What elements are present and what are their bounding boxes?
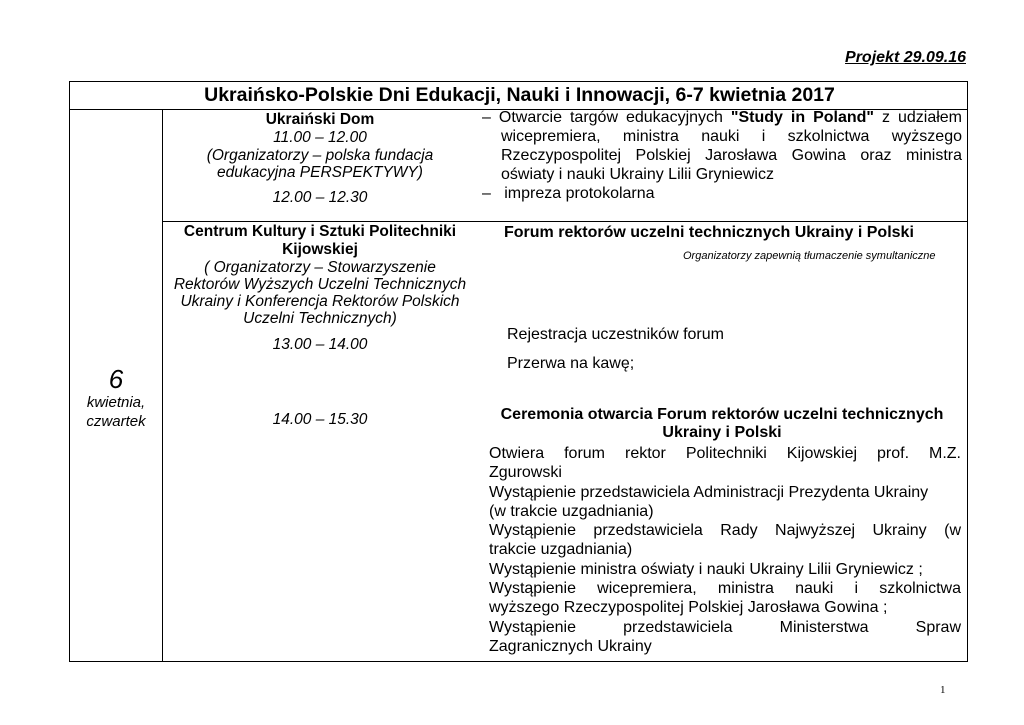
speaker-line: Wystąpienie ministra oświaty i nauki Ukrainy Lilii Gryniewicz ; (489, 560, 923, 578)
block2-organizers-line3: Ukrainy i Konferencja Rektorów Polskich (180, 293, 460, 310)
speaker-line: wyższego Rzeczypospolitej Polskiej Jarosława Gowina ; (489, 599, 888, 617)
speaker-line: (w trakcie uzgadniania) (489, 502, 654, 520)
block1-organizers-line1: (Organizatorzy – polska fundacja (206, 147, 434, 164)
block1-time1: 11.00 – 12.00 (273, 129, 367, 146)
speaker-line: Wystąpienie przedstawiciela Ministerstwa Spraw (489, 618, 961, 636)
block1-organizers-line2: edukacyjna PERSPEKTYWY) (217, 164, 423, 181)
speaker-line: trakcie uzgadniania) (489, 541, 633, 559)
block2-time2: 14.00 – 15.30 (272, 411, 368, 428)
page-number: 1 (940, 684, 946, 696)
speaker-line: Wystąpienie przedstawiciela Administracji Prezydenta Ukrainy (489, 483, 929, 501)
block2-venue-line2: Kijowskiej (282, 241, 358, 258)
speaker-line: Zagranicznych Ukrainy (489, 637, 652, 655)
block2-organizers-line1: ( Organizatorzy – Stowarzyszenie (204, 259, 436, 276)
block-divider (163, 221, 967, 222)
day-weekday: czwartek (86, 413, 146, 430)
block1-item2: – impreza protokolarna (482, 185, 655, 202)
speakers-list (489, 444, 961, 656)
block1-item1-line1: – Otwarcie targów edukacyjnych "Study in Poland" z udziałem (482, 109, 962, 126)
forum-title: Forum rektorów uczelni technicznych Ukrainy i Polski (504, 224, 914, 241)
block2-time1: 13.00 – 14.00 (272, 336, 368, 353)
block1-item1-line4: oświaty i nauki Ukrainy Lilii Gryniewicz (501, 166, 774, 183)
coffee-break: Przerwa na kawę; (507, 355, 635, 372)
day-cell (70, 365, 162, 431)
project-label: Projekt 29.09.16 (845, 49, 966, 66)
block1-venue-cell (163, 111, 477, 206)
event-title: Ukraińsko-Polskie Dni Edukacji, Nauki i Innowacji, 6-7 kwietnia 2017 (204, 84, 835, 106)
day-number: 6 (108, 364, 124, 394)
block1-time2: 12.00 – 12.30 (272, 189, 368, 206)
schedule-table (69, 81, 968, 662)
block2-organizers-line2: Rektorów Wyższych Uczelni Technicznych (173, 276, 467, 293)
block1-item1-line2: wicepremiera, ministra nauki i szkolnictwa wyższego (501, 128, 962, 145)
day-month: kwietnia, (86, 394, 146, 411)
block1-item1-line3: Rzeczypospolitej Polskiej Jarosława Gowina oraz ministra (501, 147, 962, 164)
block2-venue-line1: Centrum Kultury i Sztuki Politechniki (183, 223, 457, 240)
block1-item1 (482, 108, 962, 203)
ceremony-title (482, 406, 962, 442)
block2-organizers-line4: Uczelni Technicznych) (243, 310, 397, 327)
speaker-line: Wystąpienie przedstawiciela Rady Najwyższej Ukrainy (w (489, 522, 961, 540)
block2-venue-cell (163, 223, 477, 353)
speaker-line: Zgurowski (489, 464, 562, 482)
registration: Rejestracja uczestników forum (507, 326, 724, 343)
interpretation-note: Organizatorzy zapewnią tłumaczenie symultaniczne (683, 250, 936, 262)
ceremony-title-line1: Ceremonia otwarcia Forum rektorów uczelni technicznych (500, 406, 944, 423)
speaker-line: Otwiera forum rektor Politechniki Kijowskiej prof. M.Z. (489, 445, 961, 462)
block1-venue: Ukraiński Dom (265, 111, 375, 128)
speaker-line: Wystąpienie wicepremiera, ministra nauki i szkolnictwa (489, 580, 961, 598)
ceremony-title-line2: Ukrainy i Polski (662, 424, 782, 441)
